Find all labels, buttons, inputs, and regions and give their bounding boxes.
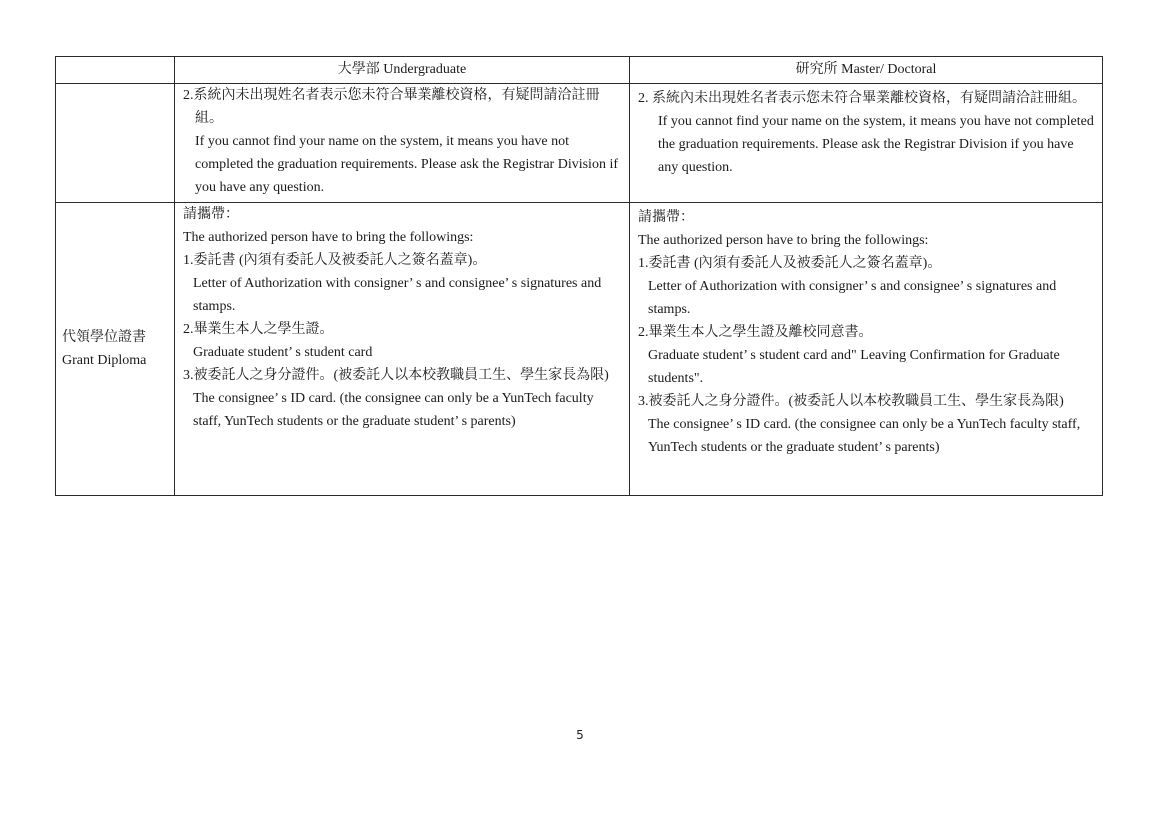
grant-diploma-label-en: Grant Diploma xyxy=(62,353,147,368)
grad-item2-zh: 2.畢業生本人之學生證及離校同意書。 xyxy=(638,325,873,340)
graduation-info-table xyxy=(55,56,1103,496)
row2-graduate-cell xyxy=(630,203,1103,496)
grad-item3-zh: 3.被委託人之身分證件。(被委託人以本校教職員工生、學生家長為限) xyxy=(638,394,1064,409)
row1-undergraduate-cell xyxy=(175,84,630,203)
grad-item1-en: Letter of Authorization with consigner’ s and consignee’ s signatures and stamps. xyxy=(648,279,1057,317)
row1-graduate-cell xyxy=(630,84,1103,203)
row1-label-cell xyxy=(56,84,175,203)
undergrad-item2-en: Graduate student’ s student card xyxy=(193,345,373,360)
header-undergraduate-label: 大學部 Undergraduate xyxy=(337,62,467,77)
header-undergraduate xyxy=(175,57,630,84)
row1-grad-en: If you cannot find your name on the system, it means you have not completed the graduation requirements. Please ask the Registrar Division if you have any question. xyxy=(658,114,1094,175)
grant-diploma-label-zh: 代領學位證書 xyxy=(62,330,146,345)
page-number: 5 xyxy=(576,728,584,742)
row1-undergrad-zh: 2.系統內未出現姓名者表示您未符合畢業離校資格，有疑問請洽註冊組。 xyxy=(183,88,600,126)
table-header-row xyxy=(56,57,1103,84)
table-row-name-check xyxy=(56,84,1103,203)
grad-item3-en: The consignee’ s ID card. (the consignee can only be a YunTech faculty staff, YunTech students or the graduate student’ s parents) xyxy=(648,417,1081,455)
grad-item1-zh: 1.委託書 (內須有委託人及被委託人之簽名蓋章)。 xyxy=(638,256,942,271)
row1-grad-zh: 2. 系統內未出現姓名者表示您未符合畢業離校資格，有疑問請洽註冊組。 xyxy=(638,91,1086,106)
grad-bring-en: The authorized person have to bring the followings: xyxy=(638,233,929,248)
row2-undergraduate-cell xyxy=(175,203,630,496)
grad-bring-zh: 請攜帶： xyxy=(638,210,694,225)
row1-undergrad-en: If you cannot find your name on the system, it means you have not completed the graduation requirements. Please ask the Registrar Division if you have any question. xyxy=(195,134,618,195)
undergrad-item1-en: Letter of Authorization with consigner’ s and consignee’ s signatures and stamps. xyxy=(193,276,602,314)
header-empty-cell xyxy=(56,57,175,84)
undergrad-item1-zh: 1.委託書 (內須有委託人及被委託人之簽名蓋章)。 xyxy=(183,253,487,268)
grad-item2-en: Graduate student’ s student card and" Leaving Confirmation for Graduate students". xyxy=(648,348,1060,386)
undergrad-item3-zh: 3.被委託人之身分證件。(被委託人以本校教職員工生、學生家長為限) xyxy=(183,368,609,383)
undergrad-item2-zh: 2.畢業生本人之學生證。 xyxy=(183,322,334,337)
undergrad-bring-en: The authorized person have to bring the followings: xyxy=(183,230,474,245)
undergrad-bring-zh: 請攜帶： xyxy=(183,207,239,222)
undergrad-item3-en: The consignee’ s ID card. (the consignee can only be a YunTech faculty staff, YunTech students or the graduate student’ s parents) xyxy=(193,391,594,429)
row2-label-cell xyxy=(56,203,175,496)
table-row-grant-diploma xyxy=(56,203,1103,496)
header-graduate-label: 研究所 Master/ Doctoral xyxy=(795,62,937,77)
header-graduate xyxy=(630,57,1103,84)
